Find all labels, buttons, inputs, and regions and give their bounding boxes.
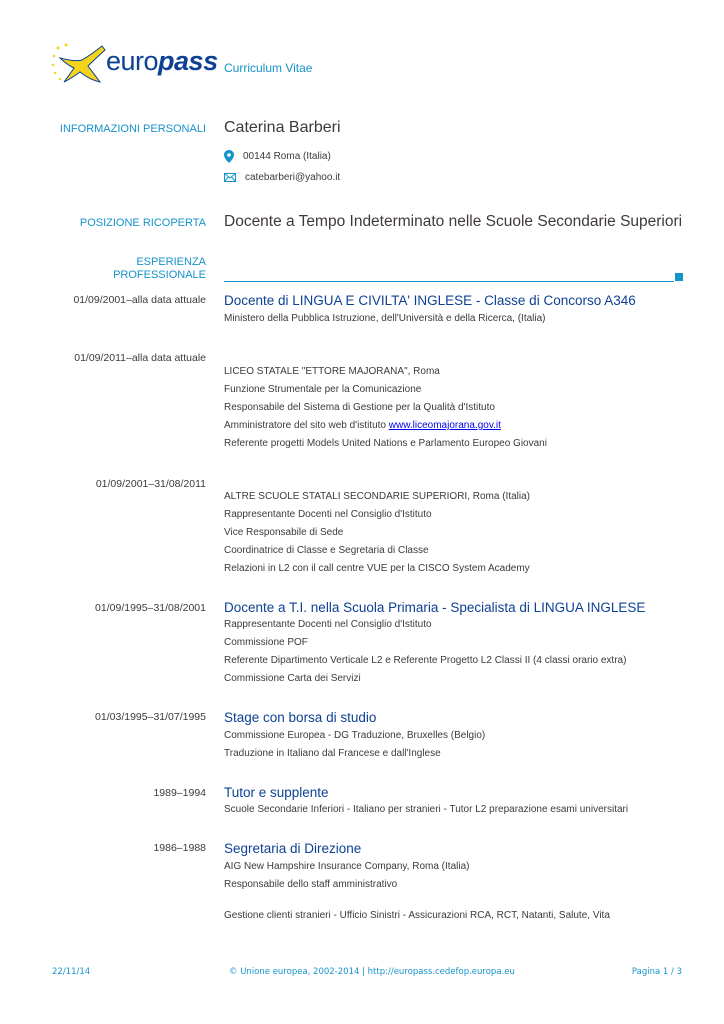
- entry-line: Coordinatrice di Classe e Segretaria di Classe: [224, 545, 429, 556]
- experience-entry: [224, 600, 694, 688]
- entry-date: 01/03/1995–31/07/1995: [95, 711, 206, 723]
- experience-entry: [224, 709, 694, 763]
- entry-line: ALTRE SCUOLE STATALI SECONDARIE SUPERIORI, Roma (Italia): [224, 491, 530, 502]
- entry-line: Traduzione in Italiano dal Francese e dall'Inglese: [224, 748, 441, 759]
- entry-line: Commissione Carta dei Servizi: [224, 673, 361, 684]
- email-row: [224, 172, 340, 183]
- section-label-personal: INFORMAZIONI PERSONALI: [59, 123, 206, 135]
- entry-line: Funzione Strumentale per la Comunicazione: [224, 384, 422, 395]
- entry-date: 1989–1994: [153, 787, 206, 799]
- footer-date: 22/11/14: [52, 967, 91, 977]
- location-pin-icon: [224, 150, 234, 163]
- entry-line: Referente Dipartimento Verticale L2 e Referente Progetto L2 Classi II (4 classi orario extra): [224, 655, 627, 666]
- entry-line: Gestione clienti stranieri - Ufficio Sinistri - Assicurazioni RCA, RCT, Natanti, Salute, Vita: [224, 910, 610, 921]
- entry-line: Responsabile dello staff amministrativo: [224, 879, 398, 890]
- entry-line: [224, 417, 694, 435]
- entry-date: 01/09/2011–alla data attuale: [74, 352, 206, 364]
- entry-line: Ministero della Pubblica Istruzione, dell'Università e della Ricerca, (Italia): [224, 313, 546, 324]
- entry-title: Tutor e supplente: [224, 785, 329, 800]
- entry-title: Docente a T.I. nella Scuola Primaria - Specialista di LINGUA INGLESE: [224, 600, 646, 615]
- email-text[interactable]: catebarberi@yahoo.it: [245, 172, 341, 183]
- email-envelope-icon: [224, 173, 236, 182]
- entry-line: Vice Responsabile di Sede: [224, 527, 344, 538]
- doc-title: Curriculum Vitae: [224, 61, 313, 75]
- address-row: [224, 150, 331, 163]
- entry-line: Relazioni in L2 con il call centre VUE per la CISCO System Academy: [224, 563, 530, 574]
- entry-title: Segretaria di Direzione: [224, 841, 362, 856]
- footer-copyright: © Unione europea, 2002-2014 | http://europass.cedefop.europa.eu: [229, 967, 515, 977]
- entry-date: 01/09/1995–31/08/2001: [95, 602, 206, 614]
- section-divider: [224, 281, 674, 282]
- entry-line: LICEO STATALE "ETTORE MAJORANA", Roma: [224, 366, 440, 377]
- section-label-experience: [113, 256, 206, 282]
- entry-title: Docente di LINGUA E CIVILTA' INGLESE - Classe di Concorso A346: [224, 293, 636, 308]
- experience-entry: [224, 292, 694, 328]
- divider-square-icon: [675, 273, 683, 281]
- experience-label-line1: ESPERIENZA: [136, 256, 206, 268]
- entry-line: Referente progetti Models United Nations e Parlamento Europeo Giovani: [224, 438, 547, 449]
- europass-star-figure-icon: [50, 40, 110, 88]
- experience-entry: [224, 488, 694, 578]
- footer-page-number: Pagina 1 / 3: [631, 967, 682, 977]
- entry-line: Rappresentante Docenti nel Consiglio d'Istituto: [224, 619, 432, 630]
- entry-line: Commissione POF: [224, 637, 308, 648]
- entry-title: Stage con borsa di studio: [224, 710, 377, 725]
- entry-line: Scuole Secondarie Inferiori - Italiano per stranieri - Tutor L2 preparazione esami universitari: [224, 804, 629, 815]
- entry-line: Commissione Europea - DG Traduzione, Bruxelles (Belgio): [224, 730, 486, 741]
- link-prefix: Amministratore del sito web d'istituto: [224, 420, 389, 431]
- entry-date: 1986–1988: [153, 842, 206, 854]
- experience-entry: [224, 363, 694, 453]
- entry-date: 01/09/2001–31/08/2011: [95, 478, 206, 490]
- logo-text: europass: [106, 46, 218, 76]
- person-name: Caterina Barberi: [224, 119, 341, 136]
- school-website-link[interactable]: www.liceomajorana.gov.it: [388, 420, 501, 431]
- entry-line: AIG New Hampshire Insurance Company, Roma (Italia): [224, 861, 470, 872]
- experience-entry: [224, 840, 694, 925]
- position-value: Docente a Tempo Indeterminato nelle Scuole Secondarie Superiori: [224, 213, 683, 230]
- address-text: 00144 Roma (Italia): [243, 151, 331, 162]
- europass-logo: [50, 40, 218, 93]
- experience-entry: [224, 785, 694, 819]
- entry-line: Rappresentante Docenti nel Consiglio d'Istituto: [224, 509, 432, 520]
- experience-label-line2: PROFESSIONALE: [113, 269, 206, 281]
- entry-line: Responsabile del Sistema di Gestione per la Qualità d'Istituto: [224, 402, 495, 413]
- section-label-position: POSIZIONE RICOPERTA: [79, 217, 206, 229]
- entry-date: 01/09/2001–alla data attuale: [73, 294, 206, 306]
